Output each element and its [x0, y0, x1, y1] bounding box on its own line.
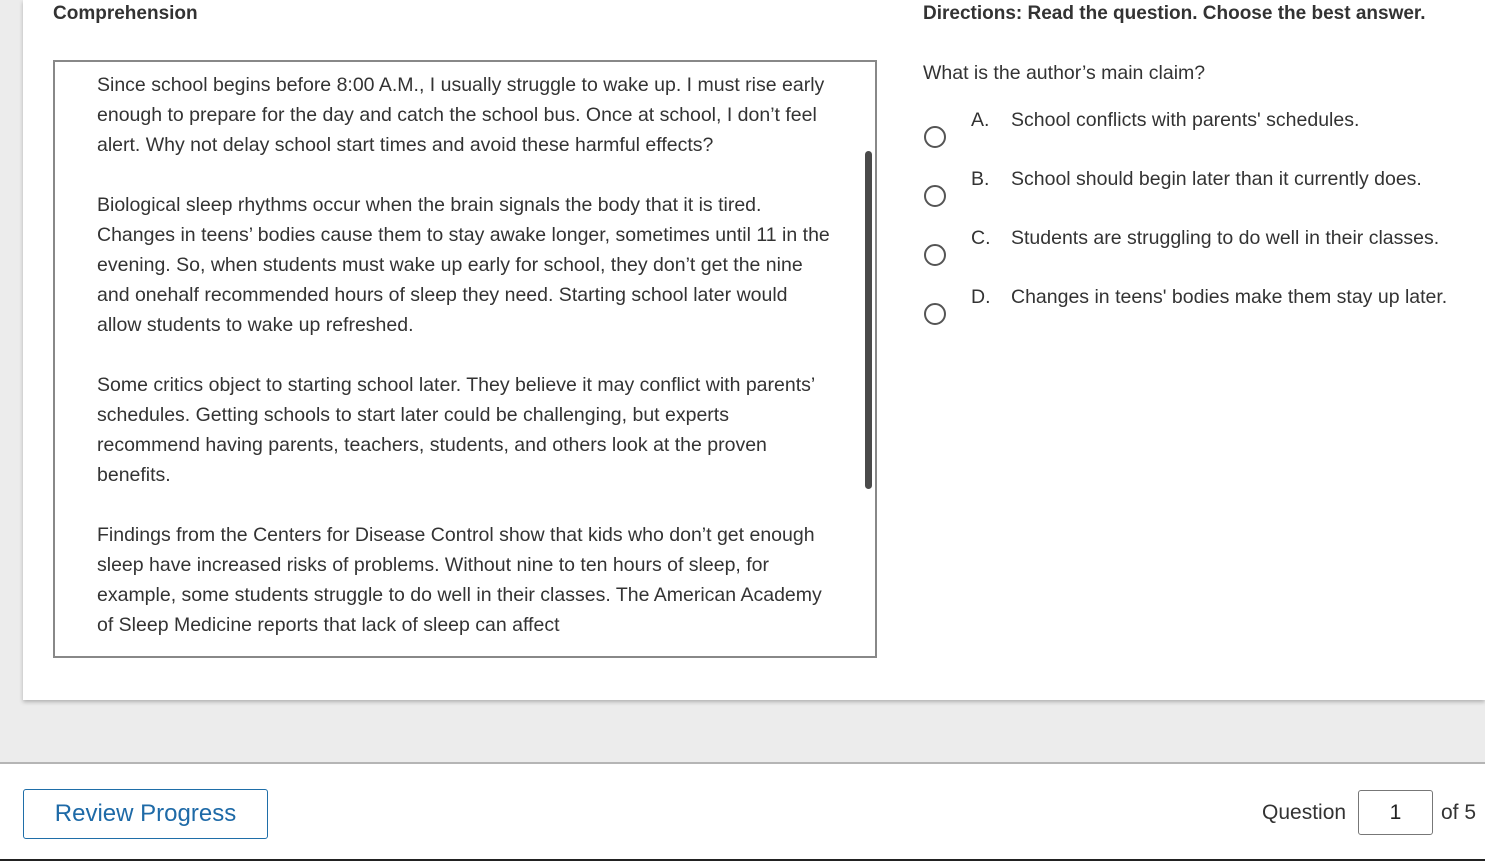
passage-box[interactable] [53, 60, 877, 658]
choice-a-radio[interactable] [924, 126, 946, 148]
choice-b-text[interactable]: School should begin later than it currently does. [1011, 168, 1422, 190]
choice-c[interactable] [923, 223, 1483, 282]
question-total-label: of 5 [1441, 801, 1477, 824]
choice-d-text[interactable]: Changes in teens' bodies make them stay up later. [1011, 286, 1448, 308]
question-number-label: Question [1262, 801, 1347, 824]
section-title: Comprehension [53, 3, 198, 24]
choice-a-text[interactable]: School conflicts with parents' schedules. [1011, 109, 1360, 131]
passage-paragraph-3: Some critics object to starting school later. They believe it may conflict with parents’ schedules. Getting schools to start later could be challenging, but experts recommend having parents, teachers, students, and others look at the proven benefits. [97, 374, 815, 486]
choice-c-radio[interactable] [924, 244, 946, 266]
passage-scrollbar-thumb[interactable] [865, 151, 872, 489]
choice-d-letter: D. [971, 286, 991, 308]
choice-c-letter: C. [971, 227, 991, 249]
choice-b[interactable] [923, 164, 1483, 223]
choice-b-radio[interactable] [924, 185, 946, 207]
passage-paragraph-2: Biological sleep rhythms occur when the brain signals the body that it is tired. Changes in teens’ bodies cause them to stay awake longer, sometimes until 11 in the evening. So, when students must wake up early for school, they don’t get the nine and onehalf recommended hours of sleep they need. Starting school later would allow students to wake up refreshed. [97, 194, 830, 336]
answer-choices [923, 105, 1483, 341]
content-panel [23, 0, 1485, 700]
question-prompt: What is the author’s main claim? [923, 62, 1206, 84]
passage-content [97, 70, 837, 658]
choice-c-text[interactable]: Students are struggling to do well in their classes. [1011, 227, 1440, 249]
footer-bar [0, 762, 1485, 861]
choice-d-radio[interactable] [924, 303, 946, 325]
passage-paragraph-1: Since school begins before 8:00 A.M., I usually struggle to wake up. I must rise early enough to prepare for the day and catch the school bus. Once at school, I don’t feel alert. Why not delay school start times and avoid these harmful effects? [97, 74, 825, 156]
review-progress-button[interactable]: Review Progress [23, 789, 268, 839]
directions-text: Directions: Read the question. Choose the best answer. [923, 3, 1426, 24]
choice-a-letter: A. [971, 109, 990, 131]
choice-b-letter: B. [971, 168, 990, 190]
choice-a[interactable] [923, 105, 1483, 164]
choice-d[interactable] [923, 282, 1483, 341]
passage-paragraph-4: Findings from the Centers for Disease Control show that kids who don’t get enough sleep have increased risks of problems. Without nine to ten hours of sleep, for example, some students struggle to do well in their classes. The American Academy of Sleep Medicine reports that lack of sleep can affect [97, 524, 822, 636]
question-number-input[interactable] [1358, 790, 1433, 835]
